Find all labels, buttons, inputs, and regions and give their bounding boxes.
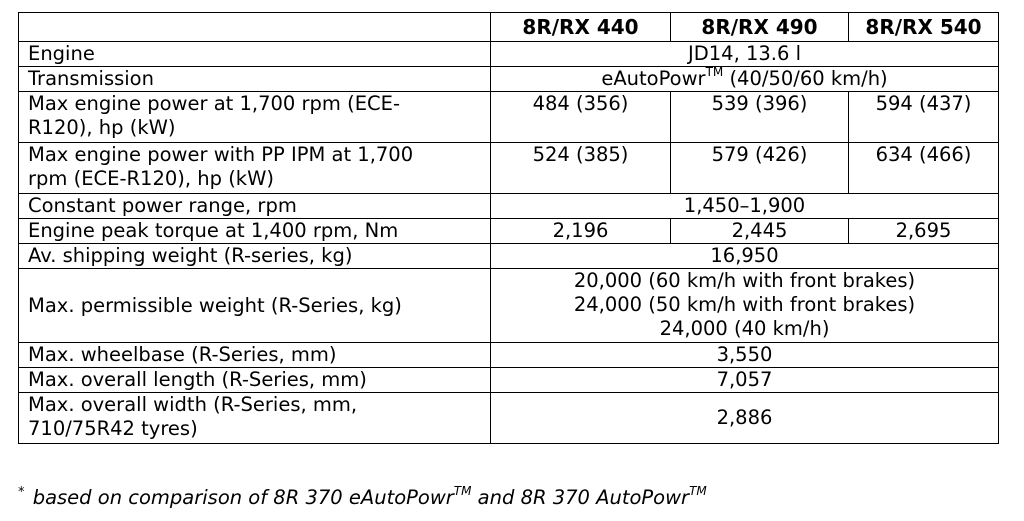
row-permissible-weight [19,269,999,343]
row-transmission [19,67,999,92]
header-blank [19,13,491,42]
trademark-mark: TM [453,483,472,498]
row-label: Engine [19,42,491,67]
label-line: Max engine power at 1,700 rpm (ECE- [28,92,400,115]
value-540: 2,695 [849,219,999,244]
shipping-weight-value: 16,950 [491,244,999,269]
trademark-mark: TM [689,483,707,498]
row-max-power-pp [19,143,999,194]
row-wheelbase [19,343,999,368]
row-max-power [19,92,999,143]
value-540: 634 (466) [849,143,999,194]
row-overall-length [19,368,999,393]
row-shipping-weight [19,244,999,269]
column-header-490: 8R/RX 490 [671,13,849,42]
value-line: 24,000 (50 km/h with front brakes) [573,293,916,316]
value-440: 524 (385) [491,143,671,194]
value-490: 2,445 [671,219,849,244]
row-label [19,92,491,143]
label-line: R120), hp (kW) [28,116,176,139]
row-label [19,393,491,444]
value-540: 594 (437) [849,92,999,143]
transmission-value [491,67,999,92]
wheelbase-value: 3,550 [491,343,999,368]
overall-length-value: 7,057 [491,368,999,393]
transmission-speeds: (40/50/60 km/h) [723,67,888,90]
row-label: Constant power range, rpm [19,194,491,219]
label-line: rpm (ECE-R120), hp (kW) [28,167,274,190]
engine-value: JD14, 13.6 l [491,42,999,67]
label-line: Max engine power with PP IPM at 1,700 [28,143,414,166]
footnote-asterisk: * [18,485,25,500]
row-label: Max. wheelbase (R-Series, mm) [19,343,491,368]
row-label: Engine peak torque at 1,400 rpm, Nm [19,219,491,244]
footnote-text: and 8R 370 AutoPowr [471,486,690,509]
value-490: 579 (426) [671,143,849,194]
value-440: 484 (356) [491,92,671,143]
permissible-weight-value [491,269,999,343]
value-490: 539 (396) [671,92,849,143]
transmission-name: eAutoPowr [601,67,706,90]
overall-width-value: 2,886 [491,393,999,444]
column-header-440: 8R/RX 440 [491,13,671,42]
row-label: Av. shipping weight (R-series, kg) [19,244,491,269]
row-peak-torque [19,219,999,244]
footnote-text: based on comparison of 8R 370 eAutoPowr [26,486,454,509]
label-line: 710/75R42 tyres) [28,417,198,440]
trademark-mark: TM [705,66,724,79]
row-label: Max. overall length (R-Series, mm) [19,368,491,393]
row-label: Transmission [19,67,491,92]
value-440: 2,196 [491,219,671,244]
row-overall-width [19,393,999,444]
constant-power-value: 1,450–1,900 [491,194,999,219]
spec-table [18,12,999,444]
row-label [19,143,491,194]
value-line: 24,000 (40 km/h) [659,317,830,340]
row-label: Max. permissible weight (R-Series, kg) [19,269,491,343]
row-engine [19,42,999,67]
label-line: Max. overall width (R-Series, mm, [28,393,358,416]
row-constant-power [19,194,999,219]
footnote [18,483,707,509]
value-line: 20,000 (60 km/h with front brakes) [573,269,916,292]
header-row [19,13,999,42]
column-header-540: 8R/RX 540 [849,13,999,42]
